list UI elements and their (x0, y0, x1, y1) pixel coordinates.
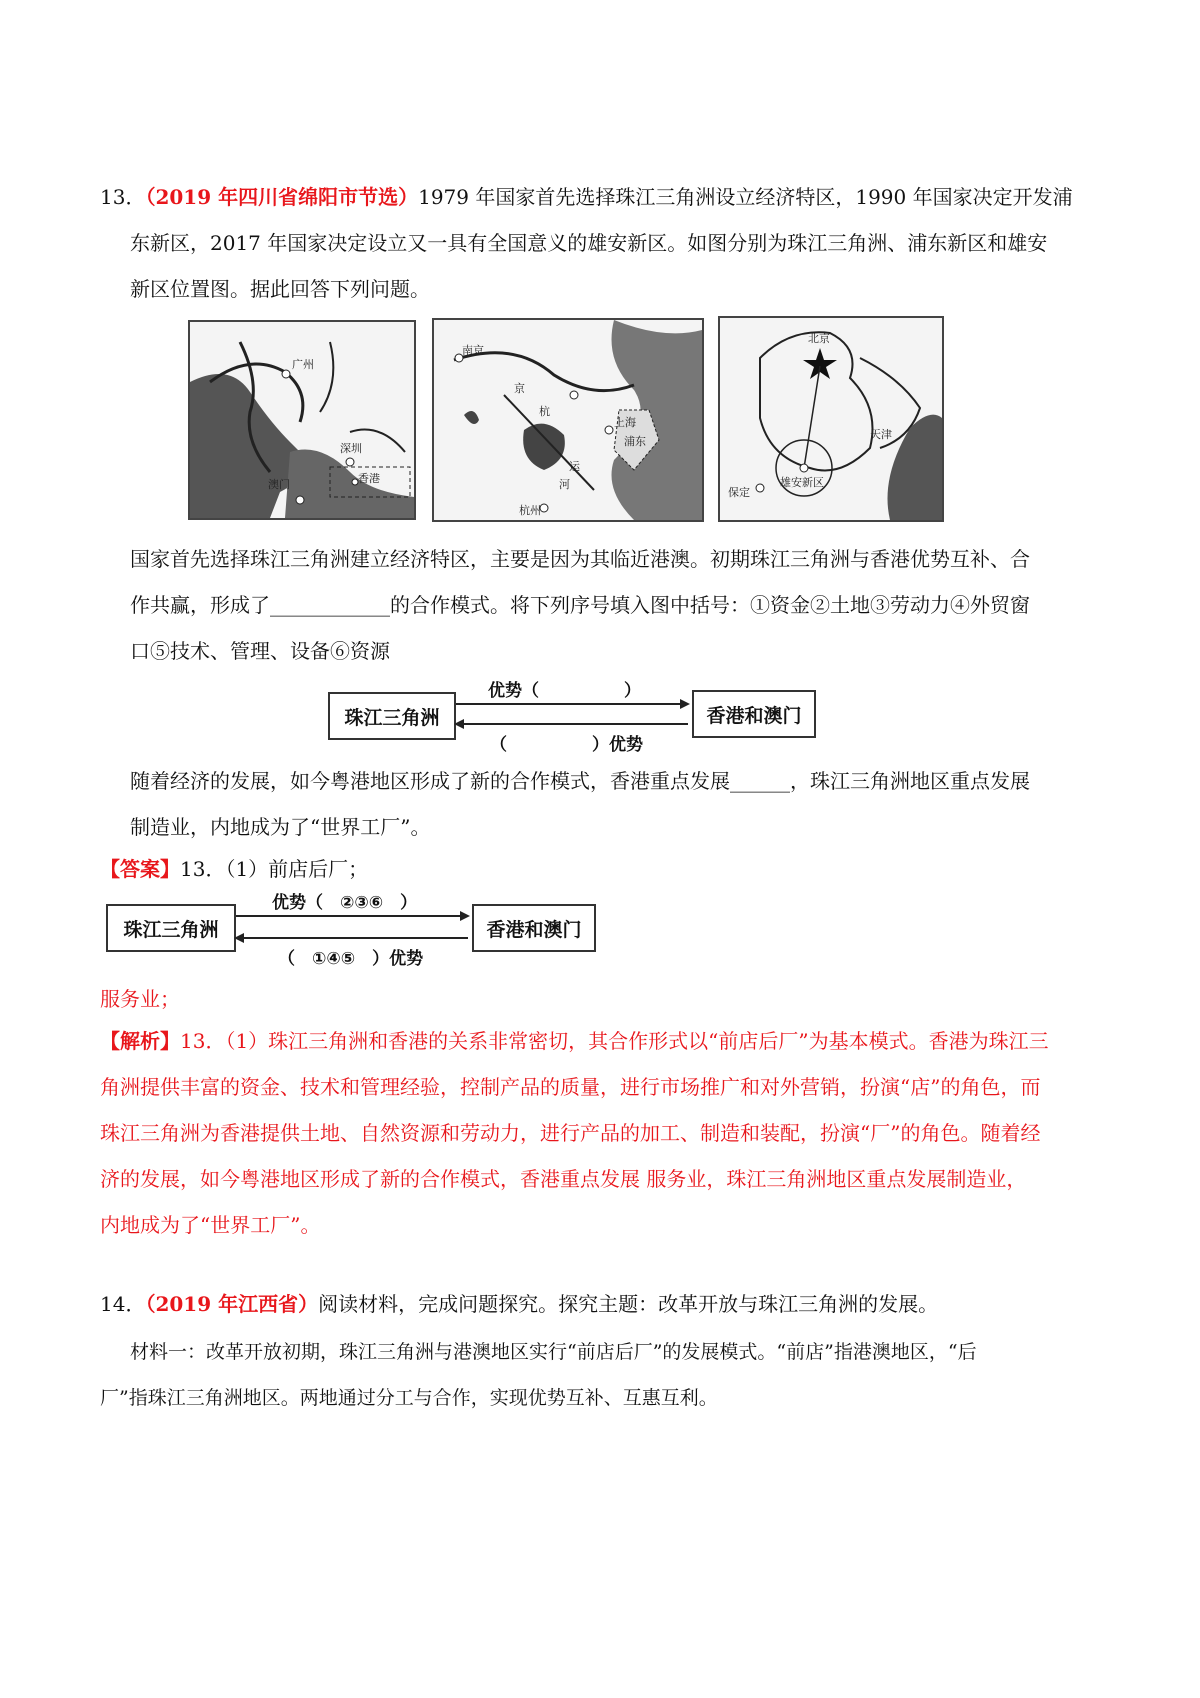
map2-label-shanghai: 上海 (614, 416, 636, 429)
diagram-right-box: 香港和澳门 (692, 690, 816, 738)
map3-label-xiongan: 雄安新区 (780, 476, 824, 489)
q13-para2-line2: 制造业，内地成为了“世界工厂”。 (130, 815, 431, 839)
answer-diagram-bottom-label: （ ①④⑤ ）优势 (278, 949, 424, 969)
analysis-line3: 珠江三角洲为香港提供土地、自然资源和劳动力，进行产品的加工、制造和装配，扮演“厂”的角色。随着经 (100, 1121, 1041, 1145)
analysis-line1 (100, 1027, 1049, 1055)
q14-material-line2: 厂”指珠江三角洲地区。两地通过分工与合作，实现优势互补、互惠互利。 (100, 1387, 718, 1409)
q13-text-line1: 1979 年国家首先选择珠江三角洲设立经济特区，1990 年国家决定开发浦 (418, 185, 1073, 209)
map2-label-pudong: 浦东 (624, 435, 646, 448)
q14-number: 14． (100, 1292, 146, 1316)
q13-number: 13． (100, 185, 146, 209)
map2-label-yun: 运 (569, 460, 580, 473)
q13-para2-line1: 随着经济的发展，如今粤港地区形成了新的合作模式，香港重点发展______，珠江三角洲地区重点发展 (130, 769, 1030, 793)
answer-diagram-right-box: 香港和澳门 (472, 904, 596, 952)
analysis-line5: 内地成为了“世界工厂”。 (100, 1213, 321, 1237)
q13-para1-line2: 作共赢，形成了____________的合作模式。将下列序号填入图中括号：①资金②土地③劳动力④外贸窗 (130, 593, 1030, 617)
map3-label-tianjin: 天津 (870, 428, 892, 441)
map-pearl-river-delta (188, 320, 416, 520)
question-cooperation-diagram (328, 676, 814, 756)
map1-label-guangzhou: 广州 (292, 358, 314, 371)
map2-label-he: 河 (559, 478, 570, 491)
map2-label-hang: 杭 (539, 405, 550, 418)
analysis-tag: 【解析】 (100, 1029, 180, 1053)
q13-text-line2: 东新区，2017 年国家决定设立又一具有全国意义的雄安新区。如图分别为珠江三角洲、浦东新区和雄安 (130, 231, 1048, 255)
map1-label-macao: 澳门 (268, 478, 290, 491)
answer-cooperation-diagram (106, 886, 596, 968)
q13-line1 (100, 183, 1073, 211)
diagram-top-label: 优势（ ） (488, 681, 641, 701)
map2-label-hangzhou: 杭州 (519, 504, 541, 517)
q13-text-line3: 新区位置图。据此回答下列问题。 (130, 277, 430, 301)
map1-label-shenzhen: 深圳 (340, 442, 362, 455)
answer-tag: 【答案】 (100, 857, 180, 881)
map3-label-baoding: 保定 (728, 486, 750, 499)
answer-diagram-left-box: 珠江三角洲 (106, 904, 236, 952)
diagram-left-box: 珠江三角洲 (328, 692, 456, 740)
map3-label-beijing: 北京 (808, 332, 830, 345)
q13-source: （2019 年四川省绵阳市节选） (145, 185, 419, 209)
q14-source: （2019 年江西省） (145, 1292, 319, 1316)
diagram-bottom-label: （ ）优势 (490, 735, 643, 755)
answer-text: 13．（1）前店后厂； (180, 857, 369, 881)
map-pudong (432, 318, 704, 522)
q14-text: 阅读材料，完成问题探究。探究主题：改革开放与珠江三角洲的发展。 (318, 1292, 939, 1316)
map1-label-hongkong: 香港 (358, 472, 380, 485)
q13-para1-line3: 口⑤技术、管理、设备⑥资源 (130, 639, 390, 663)
analysis-line2: 角洲提供丰富的资金、技术和管理经验，控制产品的质量，进行市场推广和对外营销，扮演“店”的角色，而 (100, 1075, 1041, 1099)
answer-line (100, 855, 368, 883)
answer-diagram-top-label: 优势（ ②③⑥ ） (272, 893, 418, 913)
answer-service: 服务业； (100, 987, 180, 1011)
q14-material-line1: 材料一：改革开放初期，珠江三角洲与港澳地区实行“前店后厂”的发展模式。“前店”指港澳地区，“后 (130, 1341, 977, 1363)
analysis-text-line1: 13．（1）珠江三角洲和香港的关系非常密切，其合作形式以“前店后厂”为基本模式。香港为珠江三 (180, 1029, 1049, 1053)
q13-para1-line1: 国家首先选择珠江三角洲建立经济特区，主要是因为其临近港澳。初期珠江三角洲与香港优势互补、合 (130, 547, 1030, 571)
analysis-line4: 济的发展，如今粤港地区形成了新的合作模式，香港重点发展 服务业，珠江三角洲地区重点发展制造业， (100, 1167, 1027, 1191)
map2-label-nanjing: 南京 (462, 344, 484, 357)
map-xiongan (718, 316, 944, 522)
map2-label-jing: 京 (514, 382, 525, 395)
q14-line1 (100, 1290, 938, 1318)
